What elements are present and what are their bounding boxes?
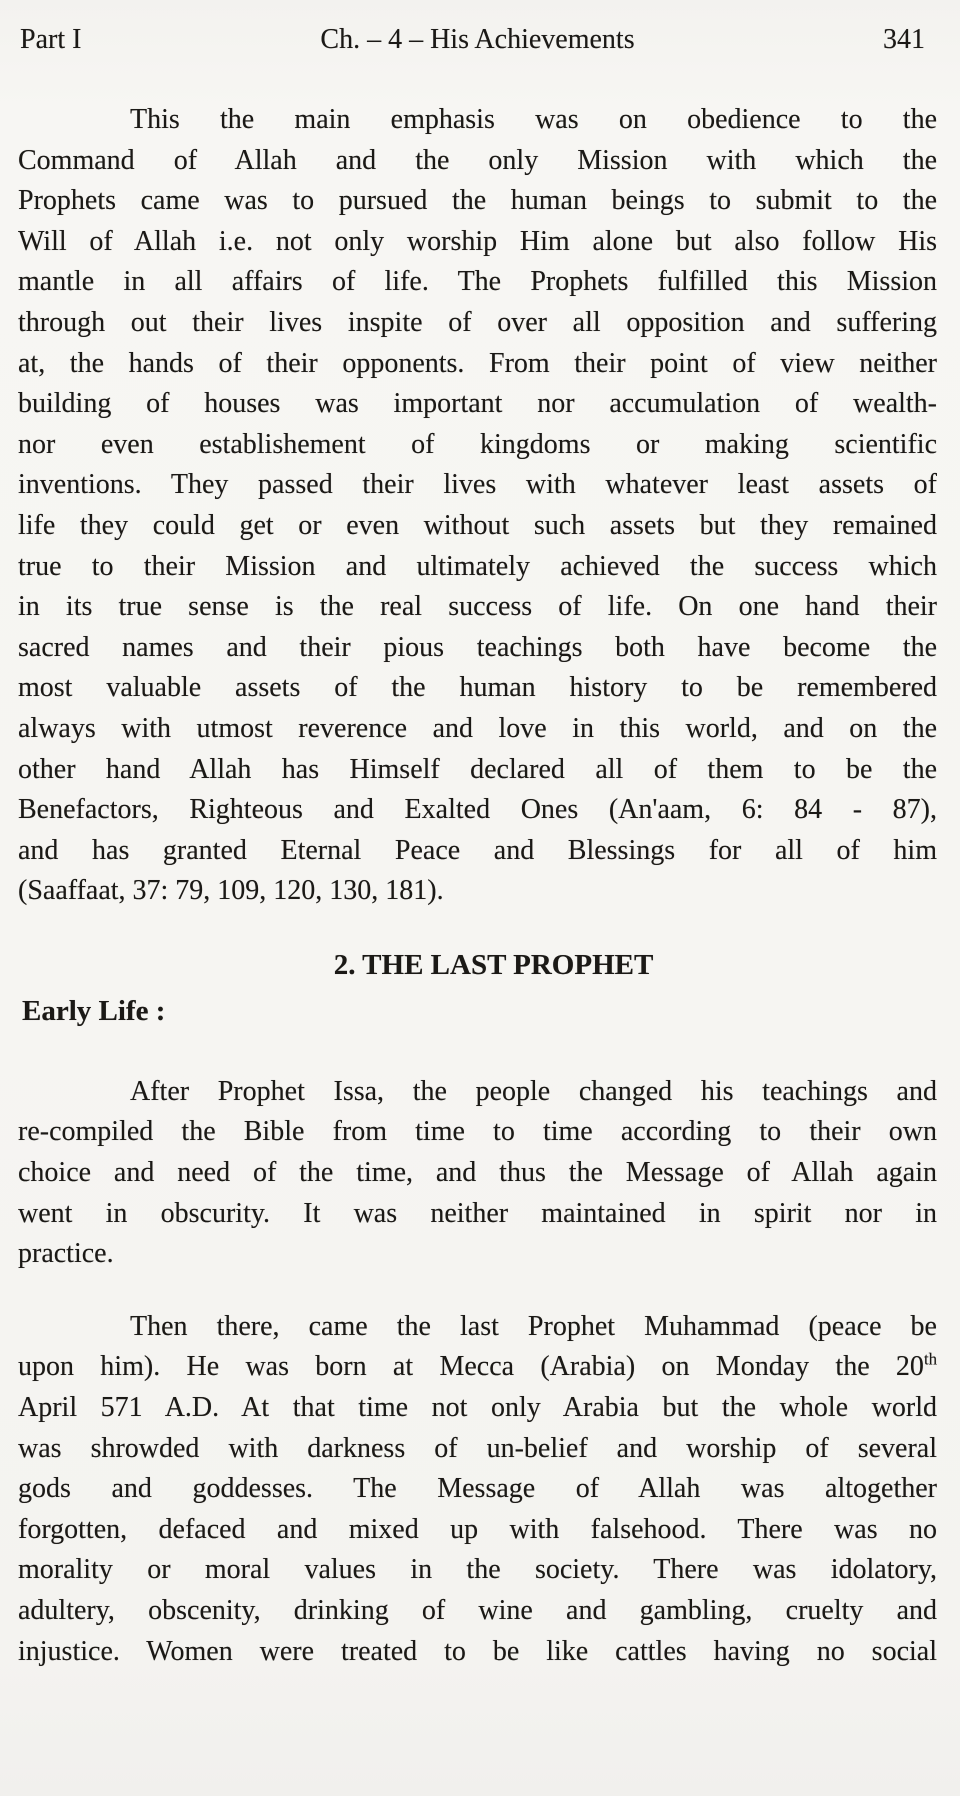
text-line: upon him). He was born at Mecca (Arabia) on Monday the 20th [18, 1350, 937, 1383]
text-line: sacred names and their pious teachings both have become the [18, 631, 937, 663]
header-chapter-title: Ch. – 4 – His Achievements [320, 24, 635, 55]
text-line: re-compiled the Bible from time to time according to their own [18, 1116, 937, 1148]
text-line: building of houses was important nor accumulation of wealth- [18, 388, 937, 420]
text-line: nor even establishement of kingdoms or making scientific [18, 428, 937, 460]
text-line: most valuable assets of the human history to be remembered [18, 672, 937, 704]
text-line: After Prophet Issa, the people changed his teachings and [130, 1075, 937, 1107]
text-line: other hand Allah has Himself declared all of them to be the [18, 753, 937, 785]
page-number: 341 [883, 24, 925, 55]
text-line: life they could get or even without such assets but they remained [18, 509, 937, 541]
paragraph-last-prophet [18, 1307, 937, 1672]
paragraph-obedience [18, 100, 937, 912]
text-line: This the main emphasis was on obedience to the [130, 104, 937, 135]
text-line: (Saaffaat, 37: 79, 109, 120, 130, 181). [18, 875, 444, 907]
text-line: in its true sense is the real success of life. On one hand their [18, 591, 937, 623]
text-line: forgotten, defaced and mixed up with falsehood. There was no [18, 1513, 937, 1545]
text-line: was shrowded with darkness of un-belief and worship of several [18, 1432, 937, 1464]
text-line: went in obscurity. It was neither maintained in spirit nor in [18, 1197, 937, 1229]
text-line: Then there, came the last Prophet Muhammad (peace be [130, 1310, 937, 1342]
text-line: always with utmost reverence and love in this world, and on the [18, 712, 937, 744]
section-heading: 2. THE LAST PROPHET [333, 948, 654, 981]
text-line: practice. [18, 1238, 114, 1270]
text-line: inventions. They passed their lives with whatever least assets of [18, 469, 937, 501]
text-line: April 571 A.D. At that time not only Arabia but the whole world [18, 1392, 937, 1424]
subsection-heading-early-life: Early Life : [22, 994, 166, 1027]
text-line: injustice. Women were treated to be like cattles having no social [18, 1635, 937, 1667]
text-line: gods and goddesses. The Message of Allah was altogether [18, 1473, 937, 1505]
text-line: through out their lives inspite of over all opposition and suffering [18, 306, 937, 338]
text-line: and has granted Eternal Peace and Blessings for all of him [18, 834, 937, 866]
text-line: Prophets came was to pursued the human beings to submit to the [18, 185, 937, 217]
text-line: morality or moral values in the society. There was idolatory, [18, 1554, 937, 1586]
text-line: adultery, obscenity, drinking of wine and gambling, cruelty and [18, 1595, 937, 1626]
text-line: Will of Allah i.e. not only worship Him alone but also follow His [18, 225, 937, 257]
text-line: choice and need of the time, and thus the Message of Allah again [18, 1157, 937, 1189]
header-part-label: Part I [20, 24, 82, 55]
paragraph-after-issa [18, 1072, 937, 1275]
text-line: mantle in all affairs of life. The Prophets fulfilled this Mission [18, 266, 937, 298]
page-header [18, 20, 937, 60]
text-line: true to their Mission and ultimately achieved the success which [18, 550, 937, 582]
text-line: Benefactors, Righteous and Exalted Ones (An'aam, 6: 84 - 87), [18, 794, 937, 826]
text-line: at, the hands of their opponents. From their point of view neither [18, 347, 937, 379]
text-line: Command of Allah and the only Mission with which the [18, 144, 937, 176]
